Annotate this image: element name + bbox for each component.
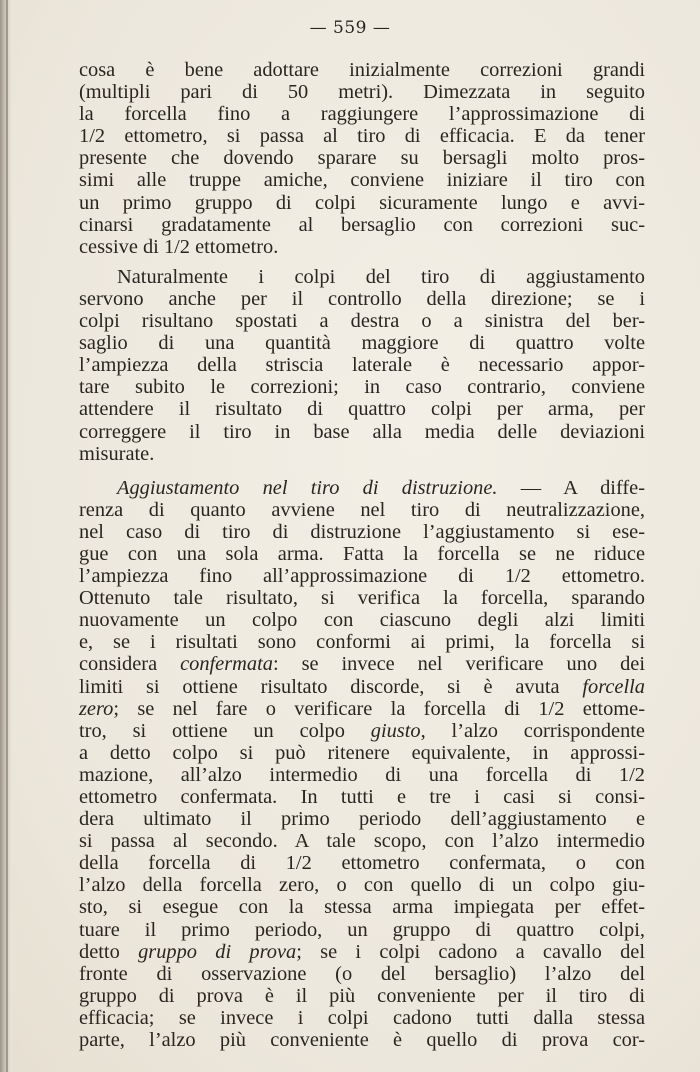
- section-heading-line: [79, 477, 645, 499]
- text-line: tare subito le correzioni; in caso contrario, conviene: [79, 376, 645, 399]
- section-heading: Aggiustamento nel tiro di distruzione.: [117, 476, 498, 499]
- text-run: considera: [79, 653, 181, 676]
- text-line: [79, 676, 645, 698]
- text-line: simi alle truppe amiche, conviene iniziare il tiro con: [79, 169, 645, 192]
- text-line: e, se i risultati sono conformi ai primi, la forcella si: [79, 631, 645, 654]
- text-line: efficacia; se invece i colpi cadono tutti dalla stessa: [79, 1006, 645, 1029]
- text-line: (multipli pari di 50 metri). Dimezzata in seguito: [79, 81, 645, 104]
- text-line: della forcella di 1/2 ettometro confermata, o con: [79, 852, 645, 875]
- text-line: l’alzo della forcella zero, o con quello di un colpo giu-: [79, 874, 645, 897]
- text-line: fronte di osservazione (o del bersaglio) l’alzo del: [79, 962, 645, 985]
- text-line: a detto colpo si può ritenere equivalente, in approssi-: [79, 741, 645, 764]
- text-line: ettometro confermata. In tutti e tre i casi si consi-: [79, 786, 645, 808]
- text-run: tro, si ottiene un colpo: [79, 719, 371, 742]
- text-line: servono anche per il controllo della direzione; se i: [79, 287, 645, 310]
- text-line: [79, 941, 645, 963]
- paragraph-spacer: [79, 258, 645, 266]
- text-line: un primo gruppo di colpi sicuramente lungo e avvi-: [79, 191, 645, 214]
- paragraph-1: [79, 59, 645, 258]
- page-body: [79, 59, 645, 1051]
- paragraph-3: [79, 477, 645, 1051]
- text-line: parte, l’alzo più conveniente è quello di prova cor-: [79, 1029, 645, 1052]
- text-run: detto: [79, 940, 139, 963]
- text-line: Naturalmente i colpi del tiro di aggiustamento: [117, 265, 645, 288]
- text-run: , l’alzo corrispondente: [420, 719, 645, 742]
- text-run: ; se i colpi cadono a cavallo del: [296, 940, 645, 963]
- emphasis-term: confermata: [180, 653, 273, 676]
- text-line: si passa al secondo. A tale scopo, con l’alzo intermedio: [79, 830, 645, 853]
- text-line: [79, 720, 645, 742]
- text-run: : se invece nel verificare uno dei: [272, 653, 645, 676]
- text-line: saglio di una quantità maggiore di quattro volte: [79, 332, 645, 355]
- text-line: gruppo di prova è il più conveniente per il tiro di: [79, 984, 645, 1007]
- text-run: ; se nel fare o verificare la forcella di 1/2 ettome-: [113, 697, 645, 720]
- paragraph-spacer: [79, 465, 645, 477]
- text-line: dera ultimato il primo periodo dell’aggiustamento e: [79, 808, 645, 831]
- text-line: misurate.: [79, 442, 155, 465]
- heading-tail: — A diffe-: [497, 476, 645, 499]
- text-line: 1/2 ettometro, si passa al tiro di efficacia. E da tener: [79, 125, 645, 148]
- emphasis-term: giusto: [370, 719, 421, 742]
- text-line: Ottenuto tale risultato, si verifica la forcella, sparando: [79, 587, 645, 610]
- paragraph-2: [79, 266, 645, 465]
- text-line: cessive di 1/2 ettometro.: [79, 235, 279, 258]
- page-number: — 559 —: [309, 18, 391, 38]
- spine-edge: [6, 0, 8, 1072]
- text-line: cosa è bene adottare inizialmente correzioni grandi: [79, 59, 645, 81]
- text-line: gue con una sola arma. Fatta la forcella se ne riduce: [79, 542, 645, 565]
- text-line: sto, si esegue con la stessa arma impiegata per effet-: [79, 896, 645, 919]
- text-line: [79, 698, 645, 720]
- text-line: presente che dovendo sparare su bersagli molto pros-: [79, 147, 645, 170]
- text-line: l’ampiezza fino all’approssimazione di 1/2 ettometro.: [79, 565, 645, 588]
- text-line: nel caso di tiro di distruzione l’aggiustamento si ese-: [79, 520, 645, 543]
- text-line: l’ampiezza della striscia laterale è necessario appor-: [79, 354, 645, 377]
- text-line: la forcella fino a raggiungere l’approssimazione di: [79, 103, 645, 126]
- text-line: attendere il risultato di quattro colpi per arma, per: [79, 398, 645, 421]
- text-line: cinarsi gradatamente al bersaglio con correzioni suc-: [79, 213, 645, 236]
- text-line: tuare il primo periodo, un gruppo di quattro colpi,: [79, 918, 645, 941]
- text-line: colpi risultano spostati a destra o a sinistra del ber-: [79, 310, 645, 333]
- text-line: correggere il tiro in base alla media delle deviazioni: [79, 420, 645, 443]
- text-line: [79, 653, 645, 675]
- text-line: renza di quanto avviene nel tiro di neutralizzazione,: [79, 498, 645, 521]
- text-line: mazione, all’alzo intermedio di una forcella di 1/2: [79, 763, 645, 786]
- emphasis-term: gruppo di prova: [138, 940, 297, 963]
- text-run: limiti si ottiene risultato discorde, si è avuta: [79, 675, 583, 698]
- text-line: nuovamente un colpo con ciascuno degli alzi limiti: [79, 609, 645, 632]
- emphasis-term: forcella: [582, 675, 645, 698]
- emphasis-term: zero: [79, 697, 114, 720]
